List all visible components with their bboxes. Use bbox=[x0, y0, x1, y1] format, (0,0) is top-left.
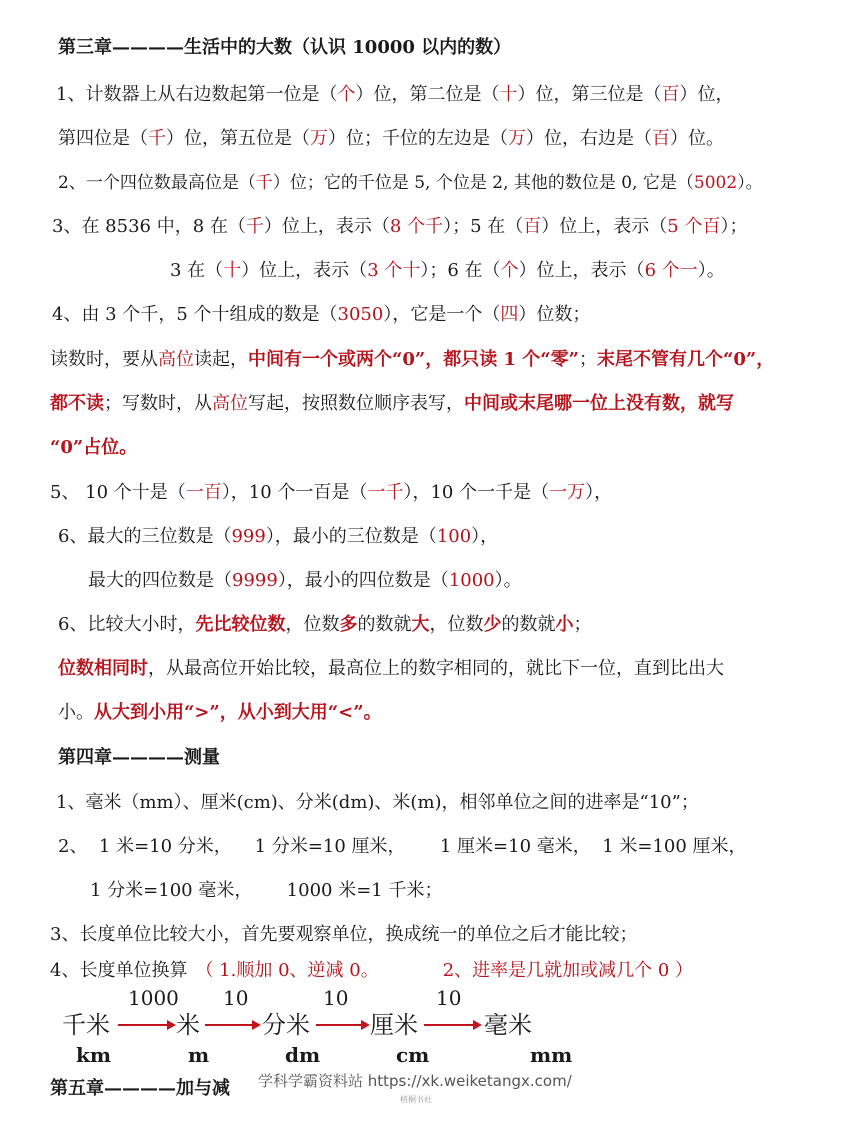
answer: 5002 bbox=[693, 173, 738, 193]
answer: 8 个千 bbox=[389, 216, 444, 237]
item-3-line-2 bbox=[170, 258, 725, 284]
answer: 个 bbox=[500, 260, 519, 281]
text: ）位；千位的左边是（ bbox=[328, 128, 508, 149]
reading-rule-line-3 bbox=[50, 435, 137, 461]
arrow-icon bbox=[316, 1024, 368, 1026]
answer: 十 bbox=[223, 260, 242, 281]
watermark-small: 格桐书社 bbox=[400, 1095, 432, 1104]
rate-label: 10 bbox=[323, 986, 349, 1010]
text: ），10 个一千是（ bbox=[403, 482, 550, 503]
highlight: 少 bbox=[483, 614, 502, 635]
item-2 bbox=[58, 170, 763, 196]
text: ）位，右边是（ bbox=[526, 128, 652, 149]
answer: 一百 bbox=[185, 482, 222, 503]
text: ，位数 bbox=[285, 614, 340, 635]
text: 第四位是（ bbox=[58, 128, 148, 149]
text: 6、比较大小时， bbox=[58, 614, 196, 635]
text: ）位， bbox=[679, 84, 734, 105]
item-6-line-2 bbox=[88, 568, 522, 594]
highlight: 末尾不管有几个“0”， bbox=[597, 349, 775, 370]
highlight: “0”占位。 bbox=[50, 437, 138, 458]
text: 3 在（ bbox=[170, 260, 224, 281]
answer: 个 bbox=[337, 84, 356, 105]
chapter4-title: 第四章————测量 bbox=[58, 747, 220, 768]
arrow-icon bbox=[118, 1024, 174, 1026]
text: ； bbox=[573, 614, 592, 635]
answer: 千 bbox=[255, 173, 273, 193]
text: ）；5 在（ bbox=[443, 216, 524, 237]
text: 读数时，要从 bbox=[50, 349, 158, 370]
text: ）位上，表示（ bbox=[518, 260, 645, 281]
item-7-line-2 bbox=[58, 656, 724, 682]
rate-label: 10 bbox=[436, 986, 462, 1010]
unit-cn: 分米 bbox=[262, 1011, 310, 1039]
chapter3-title: 第三章————生活中的大数（认识 10000 以内的数） bbox=[58, 37, 512, 58]
item-6-line-1 bbox=[58, 524, 498, 550]
answer: 千 bbox=[245, 216, 264, 237]
text: ）。 bbox=[494, 570, 522, 591]
text: ）， bbox=[471, 526, 499, 547]
unit-cn: 米 bbox=[176, 1011, 200, 1039]
arrow-icon bbox=[205, 1024, 259, 1026]
highlight: 2、进率是几就加或减几个 0 ） bbox=[442, 960, 694, 981]
text: 2、一个四位数最高位是（ bbox=[58, 173, 256, 193]
answer: 千 bbox=[148, 128, 166, 149]
watermark-site: 学科学霸资料站 https://xk.weiketangx.com/ bbox=[258, 1072, 572, 1090]
text: ）。 bbox=[737, 173, 763, 193]
ch4-item-2-line-2: 1 分米=100 毫米， 1000 米=1 千米； bbox=[90, 880, 443, 901]
text: ，从最高位开始比较，最高位上的数字相同的，就比下一位，直到比出大 bbox=[148, 658, 724, 679]
text: 的数就 bbox=[501, 614, 556, 635]
highlight: 高位 bbox=[158, 349, 194, 370]
highlight: 小 bbox=[555, 614, 574, 635]
answer: 四 bbox=[500, 304, 519, 325]
ch4-item-1: 1、毫米（mm）、厘米(cm)、分米(dm)、米(m)，相邻单位之间的进率是“10”； bbox=[56, 792, 699, 813]
text: ）位，第三位是（ bbox=[517, 84, 662, 105]
highlight: 大 bbox=[411, 614, 430, 635]
highlight: （ 1.顺加 0、逆减 0。 bbox=[195, 960, 379, 981]
answer: 3 个十 bbox=[367, 260, 421, 281]
item-5 bbox=[50, 480, 612, 506]
reading-rule-line-2 bbox=[50, 391, 734, 417]
text: 读起， bbox=[194, 349, 248, 370]
text: ）位；它的千位是 5, 个位是 2, 其他的数位是 0, 它是（ bbox=[272, 173, 694, 193]
text: 最大的四位数是（ bbox=[88, 570, 232, 591]
answer: 100 bbox=[436, 526, 472, 547]
answer: 百 bbox=[652, 128, 670, 149]
item-3-line-1 bbox=[52, 214, 747, 240]
answer: 3050 bbox=[337, 304, 384, 325]
text: ）位数； bbox=[518, 304, 591, 325]
text: ）；6 在（ bbox=[420, 260, 501, 281]
answer: 万 bbox=[310, 128, 328, 149]
highlight: 位数相同时 bbox=[58, 658, 148, 679]
text: 4、长度单位换算 bbox=[50, 960, 188, 981]
text: ）位上，表示（ bbox=[263, 216, 390, 237]
item-4 bbox=[52, 302, 590, 328]
text: 5、 10 个十是（ bbox=[50, 482, 186, 503]
unit-cn: 毫米 bbox=[484, 1011, 532, 1039]
text: ）位，第二位是（ bbox=[355, 84, 500, 105]
answer: 一千 bbox=[367, 482, 404, 503]
text: 4、由 3 个千，5 个十组成的数是（ bbox=[52, 304, 338, 325]
text: 1、计数器上从右边数起第一位是（ bbox=[56, 84, 338, 105]
text: ；写数时，从 bbox=[104, 393, 212, 414]
text: ），10 个一百是（ bbox=[221, 482, 368, 503]
text: ）位。 bbox=[670, 128, 724, 149]
rate-label: 1000 bbox=[128, 986, 179, 1010]
text: 写起，按照数位顺序表写， bbox=[248, 393, 464, 414]
text: 6、最大的三位数是（ bbox=[58, 526, 232, 547]
text: ），最小的三位数是（ bbox=[265, 526, 437, 547]
answer: 百 bbox=[523, 216, 542, 237]
unit-cn: 千米 bbox=[62, 1011, 110, 1039]
highlight: 中间有一个或两个“0”，都只读 1 个“零” bbox=[248, 349, 579, 370]
highlight: 中间或末尾哪一位上没有数，就写 bbox=[464, 393, 734, 414]
unit-en: mm bbox=[530, 1043, 573, 1067]
reading-rule-line-1 bbox=[50, 347, 774, 373]
text: ）位上，表示（ bbox=[541, 216, 668, 237]
item-1-line-1 bbox=[56, 82, 733, 108]
text: ），它是一个（ bbox=[383, 304, 501, 325]
answer: 百 bbox=[661, 84, 680, 105]
text: 小。 bbox=[58, 702, 94, 723]
unit-en: cm bbox=[396, 1043, 430, 1067]
answer: 万 bbox=[508, 128, 526, 149]
answer: 一万 bbox=[549, 482, 586, 503]
text: 的数就 bbox=[357, 614, 412, 635]
text: ，位数 bbox=[429, 614, 484, 635]
text: ）； bbox=[720, 216, 748, 237]
text: 3、在 8536 中，8 在（ bbox=[52, 216, 246, 237]
item-7-line-1 bbox=[58, 612, 591, 638]
unit-en: m bbox=[188, 1043, 210, 1067]
unit-en: km bbox=[76, 1043, 112, 1067]
text: ）位上，表示（ bbox=[241, 260, 368, 281]
rate-label: 10 bbox=[223, 986, 249, 1010]
ch4-item-4 bbox=[50, 958, 693, 984]
highlight: 都不读 bbox=[50, 393, 104, 414]
text: ）位，第五位是（ bbox=[166, 128, 310, 149]
answer: 1000 bbox=[448, 570, 495, 591]
answer: 9999 bbox=[232, 570, 278, 591]
text: ； bbox=[579, 349, 597, 370]
answer: 十 bbox=[499, 84, 518, 105]
item-7-line-3 bbox=[58, 700, 382, 726]
answer: 999 bbox=[231, 526, 266, 547]
text: ）。 bbox=[697, 260, 725, 281]
highlight: 从大到小用“>”，从小到大用“<”。 bbox=[94, 702, 382, 723]
highlight: 多 bbox=[339, 614, 358, 635]
ch4-item-3: 3、长度单位比较大小，首先要观察单位，换成统一的单位之后才能比较； bbox=[50, 924, 638, 945]
unit-en: dm bbox=[285, 1043, 321, 1067]
answer: 5 个百 bbox=[667, 216, 721, 237]
item-1-line-2 bbox=[58, 126, 724, 152]
unit-cn: 厘米 bbox=[370, 1011, 418, 1039]
highlight: 先比较位数 bbox=[195, 614, 286, 635]
text: ）， bbox=[585, 482, 613, 503]
ch4-item-2-line-1: 2、 1 米=10 分米， 1 分米=10 厘米， 1 厘米=10 毫米， 1 米=100 厘米， bbox=[58, 836, 747, 857]
text: ），最小的四位数是（ bbox=[277, 570, 449, 591]
arrow-icon bbox=[424, 1024, 480, 1026]
highlight: 高位 bbox=[212, 393, 248, 414]
answer: 6 个一 bbox=[644, 260, 698, 281]
chapter5-title: 第五章————加与减 bbox=[50, 1078, 230, 1099]
